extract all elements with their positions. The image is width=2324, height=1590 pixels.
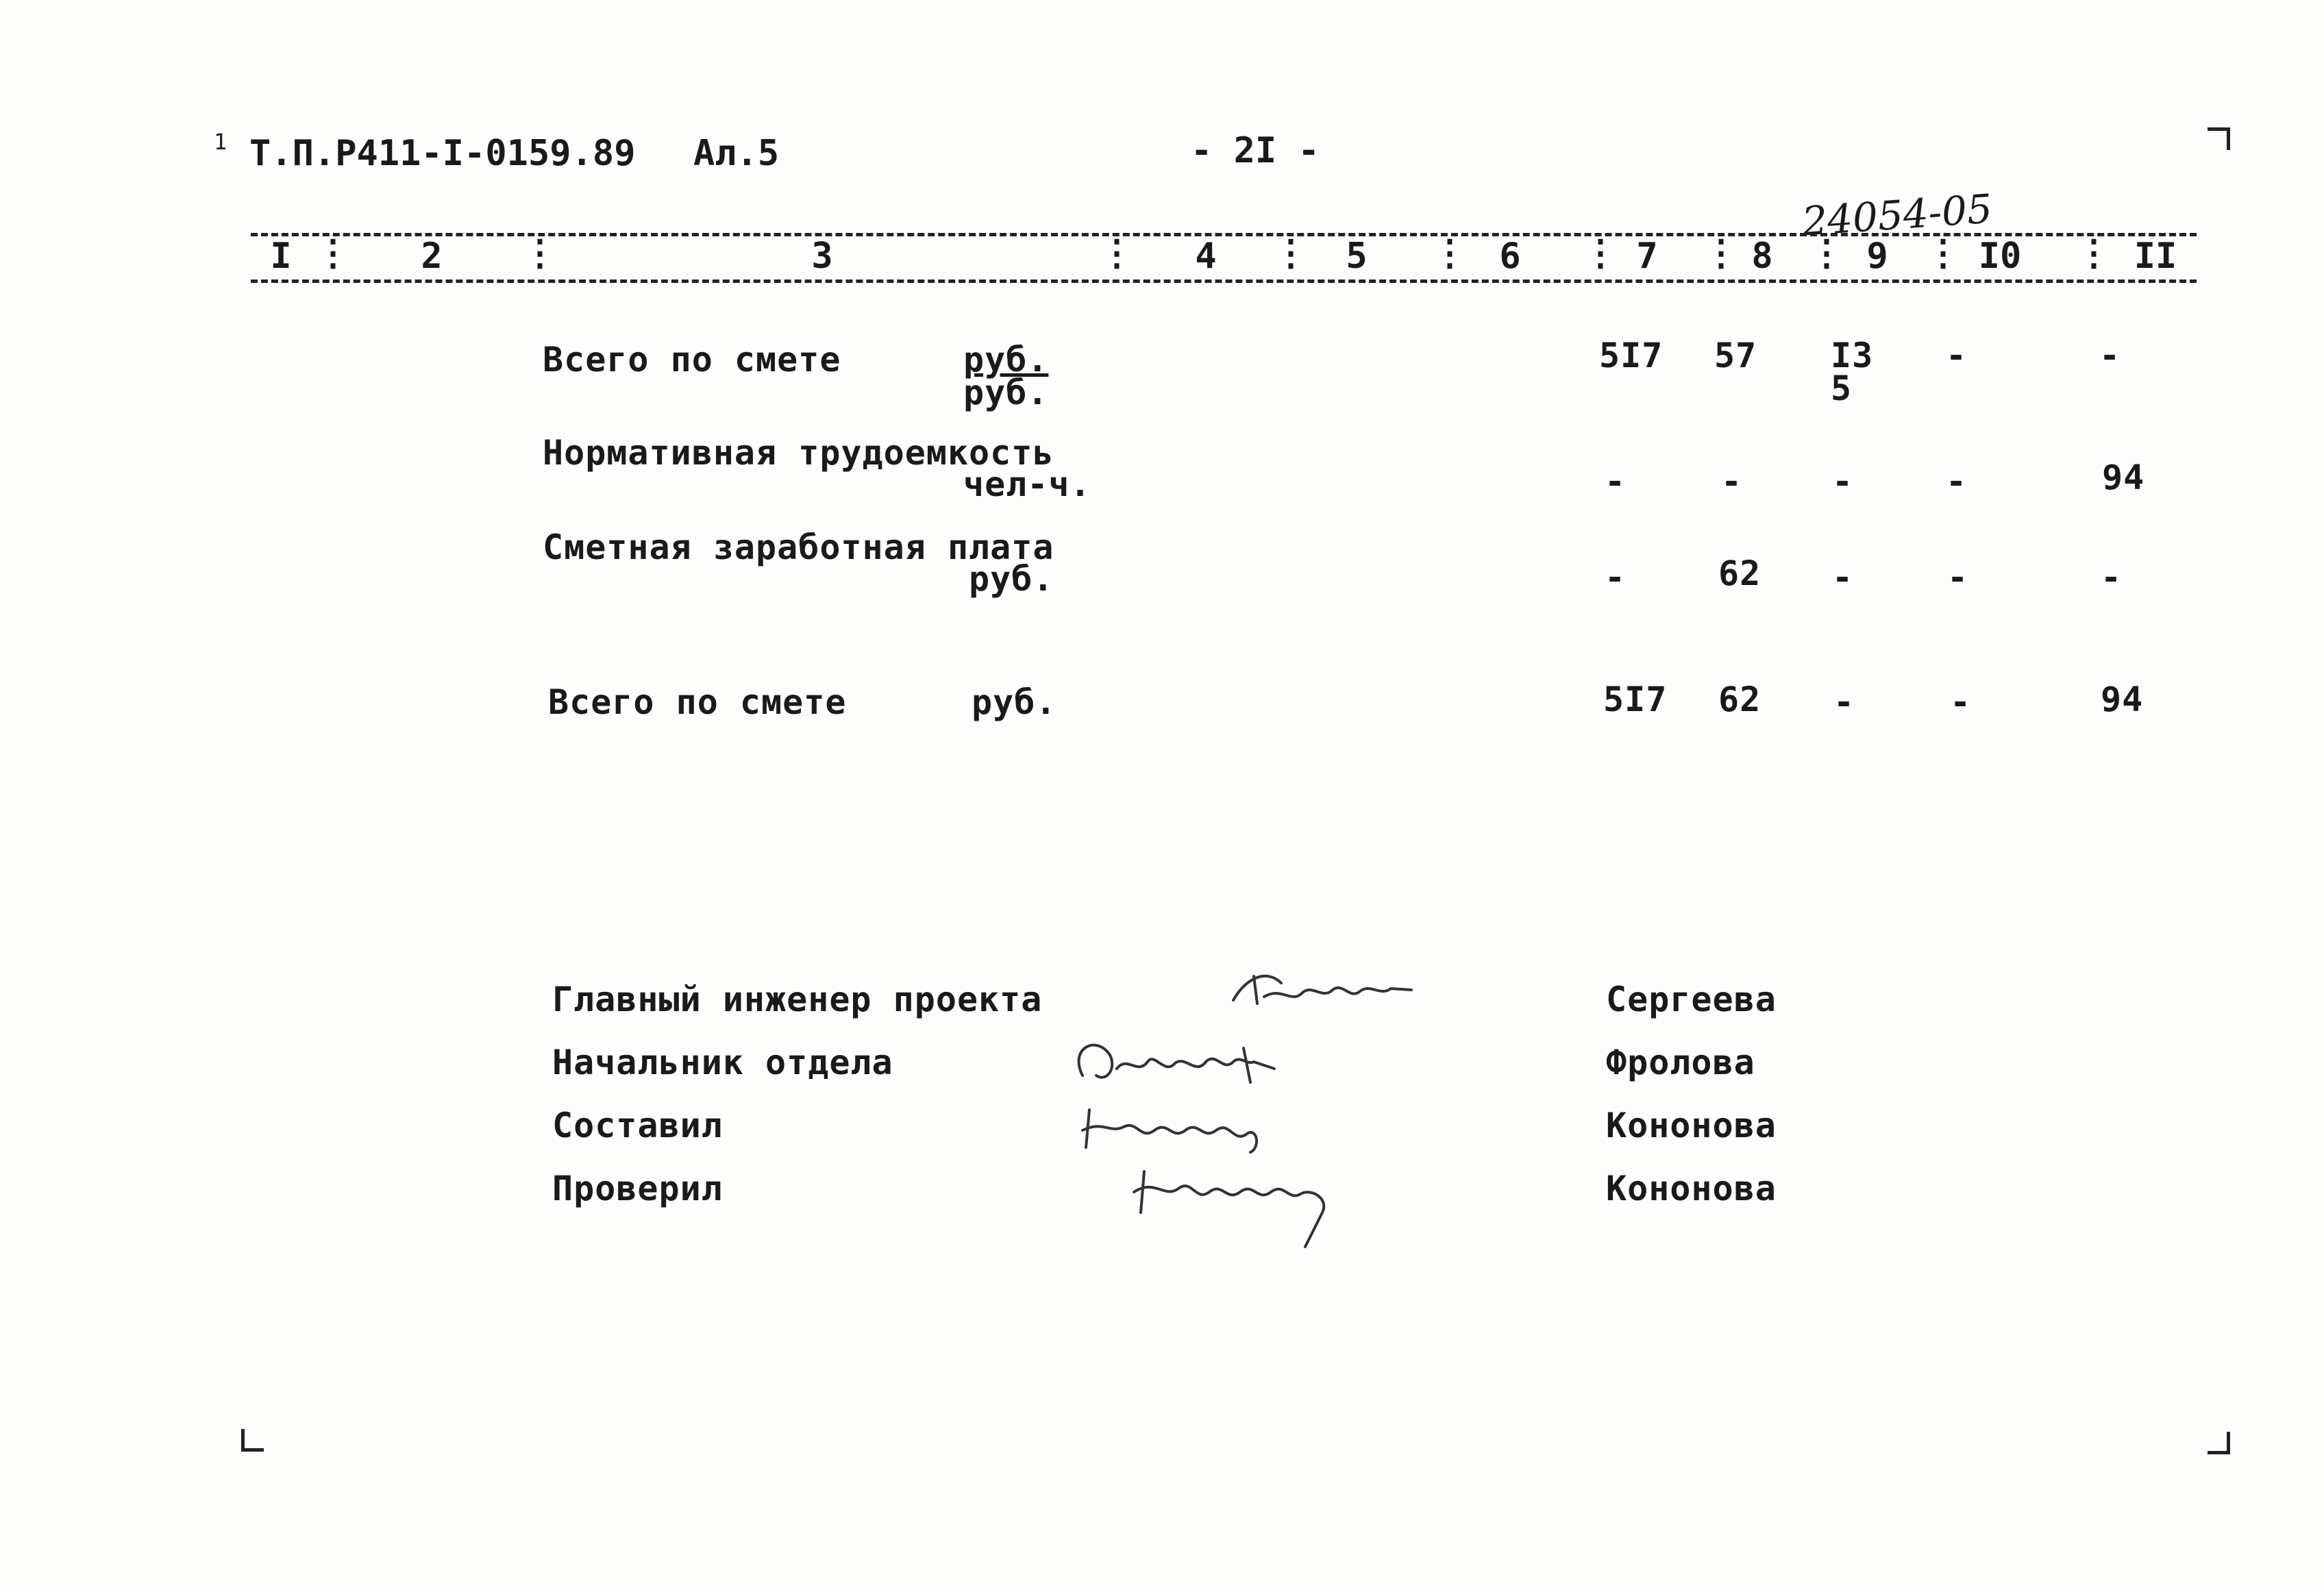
handwritten-signature	[1226, 962, 1432, 1017]
sheet-label: Ал.5	[693, 133, 780, 174]
cell-col11: -	[2099, 336, 2121, 375]
cell-col8: 62	[1718, 680, 1761, 719]
column-header-4: 4	[1195, 236, 1217, 277]
corner-mark-bottom-left	[241, 1429, 264, 1452]
row-label: Сметная заработная плата	[543, 527, 1054, 567]
handwritten-number: 24054-05	[1800, 185, 1994, 245]
cell-col8: 57	[1714, 336, 1757, 375]
column-separator: ⋮	[1432, 233, 1468, 274]
column-header-2: 2	[421, 236, 443, 277]
page-number: - 2I -	[1191, 130, 1320, 171]
corner-mark-top-right	[2208, 127, 2230, 150]
column-header-5: 5	[1346, 236, 1368, 277]
signature-role: Главный инженер проекта	[552, 980, 1043, 1019]
handwritten-signature	[1124, 1158, 1357, 1254]
column-separator: ⋮	[1099, 233, 1135, 274]
signatory-name: Фролова	[1606, 1043, 1755, 1082]
column-header-1: I	[270, 236, 292, 277]
column-separator: ⋮	[1809, 233, 1844, 274]
page-mark: 1	[214, 129, 227, 155]
cell-col10: -	[1946, 462, 1968, 501]
signature-role: Составил	[552, 1106, 723, 1145]
row-label: Всего по смете	[543, 340, 841, 380]
column-separator: ⋮	[1583, 233, 1618, 274]
cell-col9: -	[1832, 558, 1854, 597]
column-header-11: II	[2134, 236, 2177, 277]
cell-col10: -	[1947, 558, 1969, 597]
cell-col9: 5	[1831, 369, 1853, 408]
signatory-name: Кононова	[1606, 1106, 1777, 1145]
handwritten-signature	[1076, 1096, 1309, 1158]
row-unit: чел-ч.	[963, 464, 1091, 504]
signature-role: Проверил	[552, 1169, 723, 1208]
cell-col7: -	[1605, 558, 1627, 597]
cell-col10: -	[1950, 682, 1972, 722]
cell-col8: -	[1721, 462, 1743, 501]
row-label: Всего по смете	[548, 682, 847, 722]
handwritten-signature	[1069, 1028, 1315, 1096]
column-separator: ⋮	[2076, 233, 2112, 274]
cell-col8: 62	[1718, 554, 1761, 593]
row-unit: руб.	[969, 559, 1054, 599]
signatory-name: Кононова	[1606, 1169, 1777, 1208]
column-separator: ⋮	[315, 233, 351, 274]
column-separator: ⋮	[1925, 233, 1961, 274]
row-unit: руб.	[963, 373, 1049, 412]
column-separator: ⋮	[1703, 233, 1739, 274]
document-code: Т.П.Р411-I-0159.89	[249, 133, 636, 174]
column-header-7: 7	[1636, 236, 1658, 277]
cell-col11: 94	[2102, 458, 2145, 497]
column-header-3: 3	[811, 236, 833, 277]
cell-col9: I3	[1831, 336, 1874, 375]
cell-col9: -	[1832, 462, 1854, 501]
row-unit: руб.	[963, 340, 1049, 380]
column-header-9: 9	[1866, 236, 1888, 277]
column-header-8: 8	[1751, 236, 1773, 277]
column-header-6: 6	[1499, 236, 1521, 277]
cell-col7: 5I7	[1599, 336, 1664, 375]
corner-mark-bottom-right	[2208, 1432, 2230, 1454]
column-separator: ⋮	[1273, 233, 1309, 274]
cell-col11: 94	[2101, 680, 2144, 719]
cell-col7: 5I7	[1603, 680, 1668, 719]
row-label: Нормативная трудоемкость	[543, 433, 1054, 473]
row-unit: руб.	[972, 682, 1057, 722]
cell-col11: -	[2101, 558, 2123, 597]
cell-col10: -	[1946, 336, 1968, 375]
cell-col7: -	[1605, 462, 1627, 501]
signatory-name: Сергеева	[1606, 980, 1777, 1019]
column-separator: ⋮	[522, 233, 558, 274]
header-bottom-rule	[251, 280, 2197, 283]
cell-col9: -	[1833, 682, 1855, 722]
column-header-10: I0	[1978, 236, 2022, 277]
signature-role: Начальник отдела	[552, 1043, 893, 1082]
